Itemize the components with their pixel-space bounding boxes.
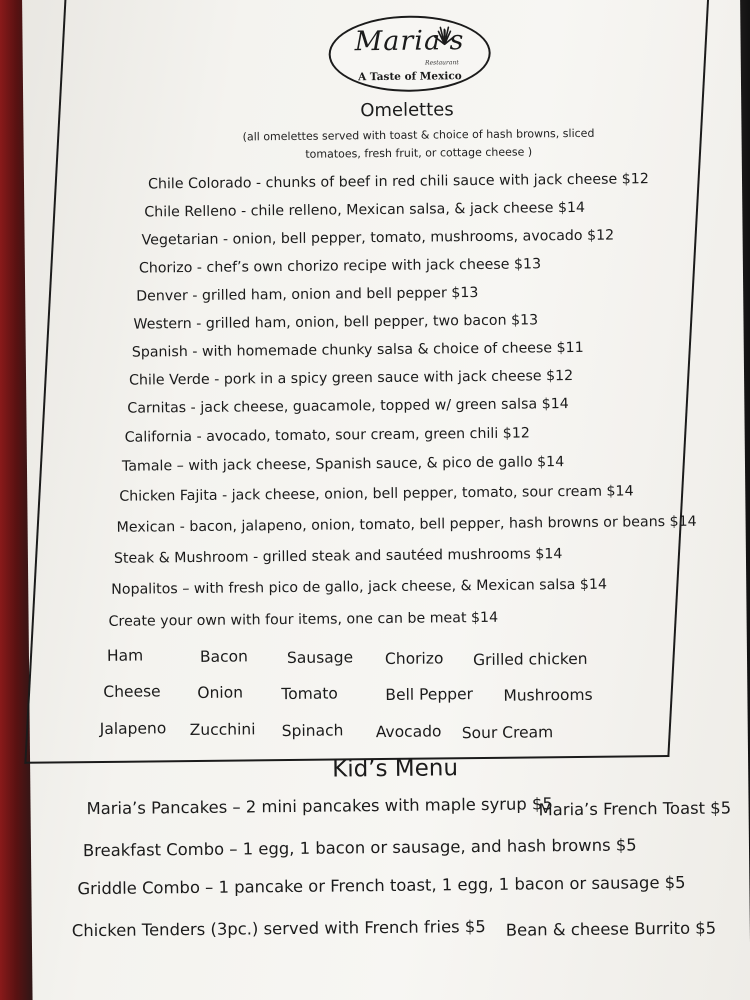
kids-item: Maria’s Pancakes – 2 mini pancakes with maple syrup $5: [86, 794, 553, 819]
kids-item: Breakfast Combo – 1 egg, 1 bacon or sausage, and hash browns $5: [82, 835, 637, 861]
ingredient: Grilled chicken: [472, 649, 588, 670]
ingredient: Chorizo: [384, 649, 444, 668]
ingredient: Sour Cream: [461, 723, 554, 743]
kids-item: Chicken Tenders (3pc.) served with French fries $5: [71, 916, 486, 941]
logo-tagline: A Taste of Mexico: [358, 70, 462, 84]
omelettes-title: Omelettes: [360, 99, 454, 122]
ingredient: Bacon: [199, 647, 249, 666]
omelette-item: Nopalitos – with fresh pico de gallo, jack cheese, & Mexican salsa $14: [111, 576, 608, 598]
omelette-item: Spanish - with homemade chunky salsa & choice of cheese $11: [131, 339, 584, 361]
omelette-item: Chorizo - chef’s own chorizo recipe with jack cheese $13: [138, 256, 542, 277]
omelette-item: Carnitas - jack cheese, guacamole, topped w/ green salsa $14: [127, 396, 569, 417]
note-line: tomatoes, fresh fruit, or cottage cheese ): [305, 145, 533, 161]
omelette-item: Vegetarian - onion, bell pepper, tomato, mushrooms, avocado $12: [141, 227, 615, 249]
menu-sheet: [22, 0, 750, 1000]
ingredient: Ham: [106, 646, 144, 665]
ingredient: Bell Pepper: [385, 685, 474, 704]
omelette-item: Steak & Mushroom - grilled steak and sautéed mushrooms $14: [113, 546, 563, 567]
ingredient: Spinach: [281, 721, 344, 741]
ingredient: Mushrooms: [503, 685, 593, 705]
agave-icon: [432, 25, 456, 45]
kids-item: Griddle Combo – 1 pancake or French toast, 1 egg, 1 bacon or sausage $5: [77, 872, 686, 899]
omelette-item: Chicken Fajita - jack cheese, onion, bell pepper, tomato, sour cream $14: [119, 483, 634, 505]
omelettes-note: [228, 125, 608, 165]
ingredient: Avocado: [375, 722, 442, 742]
omelette-item: Western - grilled ham, onion, bell pepper, two bacon $13: [133, 312, 539, 333]
restaurant-logo: [328, 15, 491, 93]
note-line: (all omelettes served with toast & choice of hash browns, sliced: [242, 126, 595, 144]
omelette-item: Chile Relleno - chile relleno, Mexican salsa, & jack cheese $14: [144, 199, 586, 221]
logo-name: Maria's: [354, 25, 465, 58]
ingredient: Onion: [197, 683, 244, 702]
omelette-item: Chile Colorado - chunks of beef in red chili sauce with jack cheese $12: [147, 171, 649, 193]
ingredient: Zucchini: [189, 720, 256, 740]
kids-item: Maria’s French Toast $5: [538, 798, 732, 820]
omelette-item: California - avocado, tomato, sour cream, green chili $12: [124, 425, 530, 446]
ingredient: Cheese: [103, 682, 161, 701]
omelette-item: Denver - grilled ham, onion and bell pepper $13: [136, 284, 479, 305]
kids-item: Bean & cheese Burrito $5: [505, 918, 717, 940]
omelette-item: Tamale – with jack cheese, Spanish sauce, & pico de gallo $14: [121, 454, 565, 475]
ingredient: Jalapeno: [99, 719, 167, 738]
logo-subtitle: Restaurant: [424, 59, 459, 67]
omelette-item: Create your own with four items, one can be meat $14: [108, 609, 499, 630]
ingredient: Tomato: [281, 684, 338, 704]
omelette-item: Chile Verde - pork in a spicy green sauce with jack cheese $12: [128, 368, 574, 389]
ingredient: Sausage: [286, 648, 354, 668]
kids-menu-title: Kid’s Menu: [332, 755, 459, 783]
omelette-item: Mexican - bacon, jalapeno, onion, tomato, bell pepper, hash browns or beans $14: [116, 513, 697, 536]
